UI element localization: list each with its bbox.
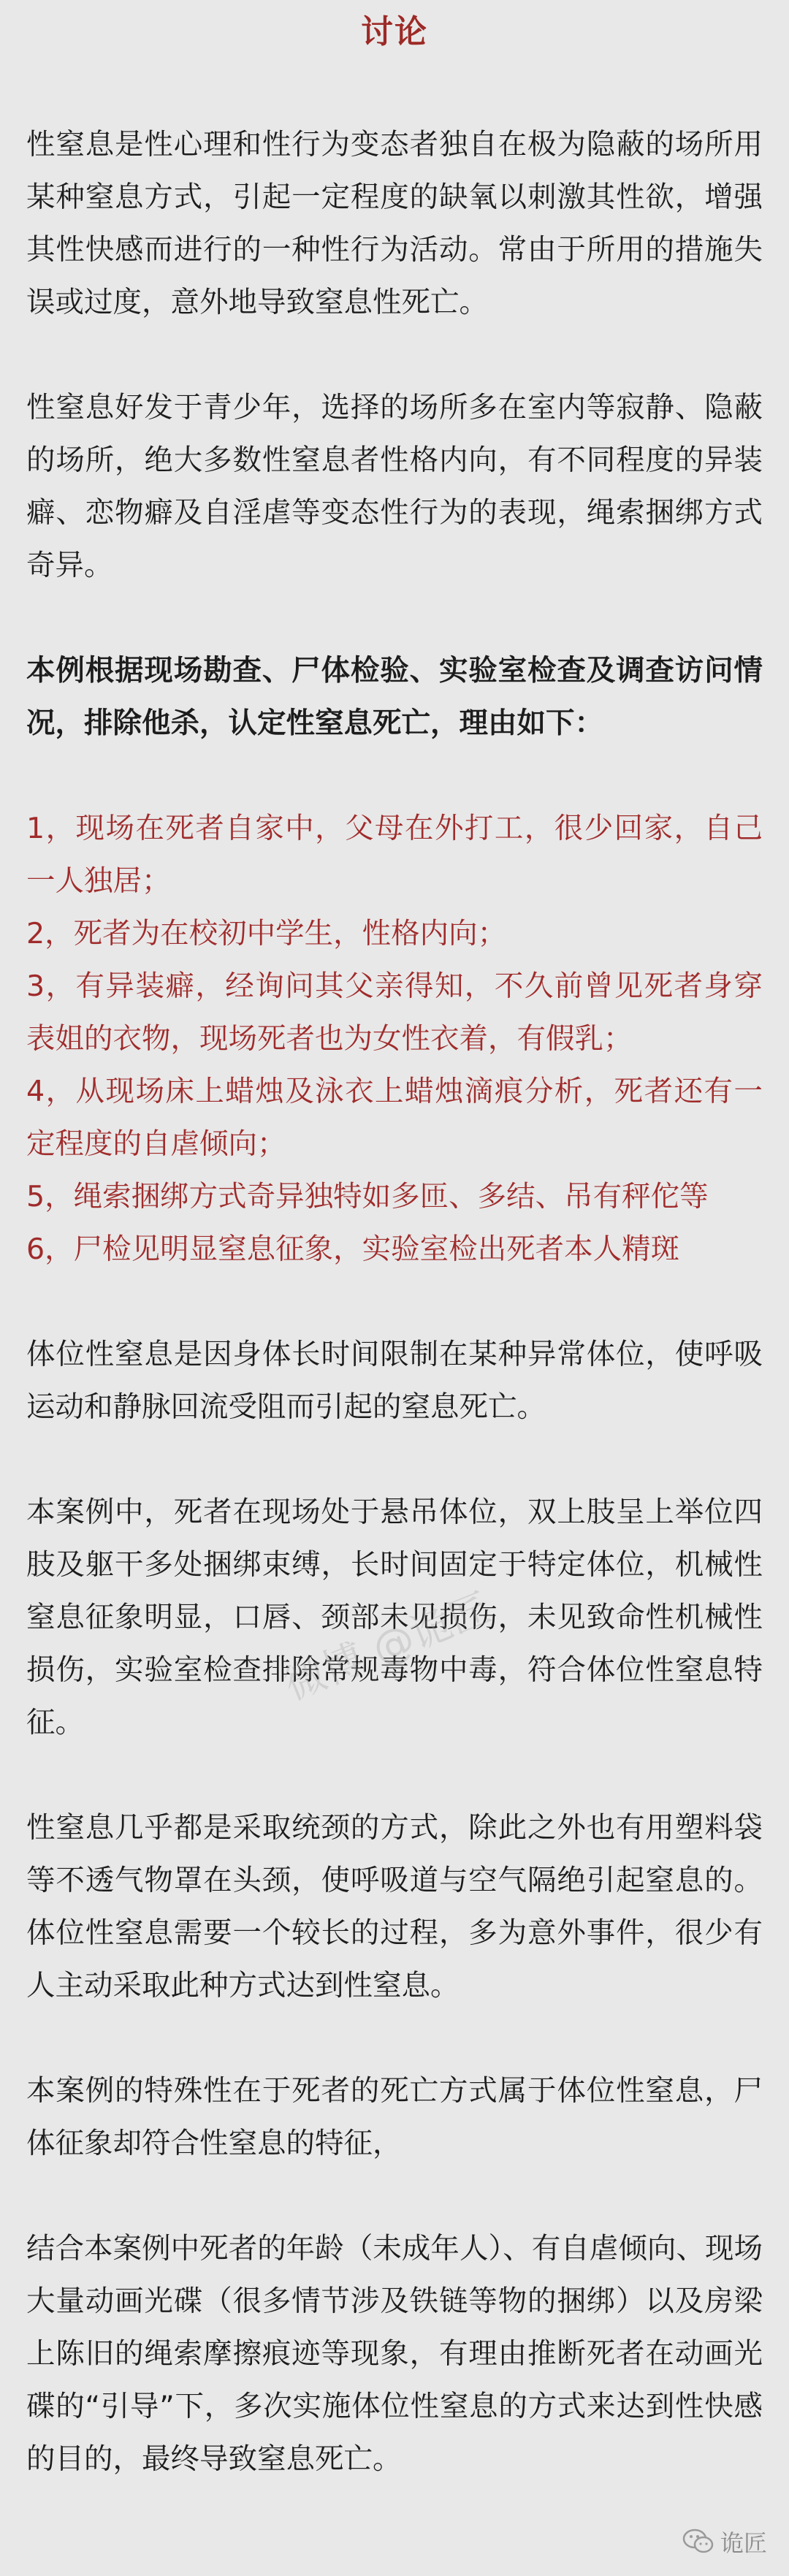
reason-item: 3，有异装癖，经询问其父亲得知，不久前曾见死者身穿表姐的衣物，现场死者也为女性衣着，有假乳； — [26, 969, 763, 1056]
reason-item: 4，从现场床上蜡烛及泳衣上蜡烛滴痕分析，死者还有一定程度的自虐倾向； — [26, 1075, 763, 1161]
paragraph-characteristics: 性窒息好发于青少年，选择的场所多在室内等寂静、隐蔽的场所，绝大多数性窒息者性格内向，有不同程度的异装癖、恋物癖及自淫虐等变态性行为的表现，绳索捆绑方式奇异。 — [26, 391, 763, 582]
paragraph-definition: 性窒息是性心理和性行为变态者独自在极为隐蔽的场所用某种窒息方式，引起一定程度的缺氧以刺激其性欲，增强其性快感而进行的一种性行为活动。常由于所用的措施失误或过度，意外地导致窒息性死亡。 — [26, 128, 763, 319]
spacer — [26, 1276, 763, 1328]
watermark: 微博 @诡匠 — [278, 1584, 498, 1710]
wechat-icon — [682, 2529, 714, 2555]
reason-item: 1，现场在死者自家中，父母在外打工，很少回家，自己一人独居； — [26, 812, 763, 898]
brand-badge — [682, 2525, 767, 2558]
reason-list — [26, 802, 763, 1276]
paragraph-case-analysis: 本案例中，死者在现场处于悬吊体位，双上肢呈上举位四肢及躯干多处捆绑束缚，长时间固定于特定体位，机械性窒息征象明显，口唇、颈部未见损伤，未见致命性机械性损伤，实验室检查排除常规毒物中毒，符合体位性窒息特征。 — [26, 1495, 763, 1739]
paragraph-special-case: 本案例的特殊性在于死者的死亡方式属于体位性窒息，尸体征象却符合性窒息的特征， — [26, 2074, 763, 2160]
reason-item: 2，死者为在校初中学生，性格内向； — [26, 917, 507, 950]
section-heading: 讨论 — [361, 13, 428, 50]
spacer — [26, 1433, 763, 1486]
spacer — [26, 750, 763, 802]
reason-item: 5，绳索捆绑方式奇异独特如多匝、多结、吊有秤佗等 — [26, 1180, 709, 1213]
brand-name: 诡匠 — [720, 2529, 767, 2557]
spacer — [26, 592, 763, 644]
paragraph-positional-asphyxia: 体位性窒息是因身体长时间限制在某种异常体位，使呼吸运动和静脉回流受阻而引起的窒息死亡。 — [26, 1338, 763, 1424]
paragraph-final-inference: 结合本案例中死者的年龄（未成年人）、有自虐倾向、现场大量动画光碟（很多情节涉及铁链等物的捆绑）以及房梁上陈旧的绳索摩擦痕迹等现象，有理由推断死者在动画光碟的“引导”下，多次实施体位性窒息的方式来达到性快感的目的，最终导致窒息死亡。 — [26, 2232, 763, 2476]
spacer — [26, 329, 763, 381]
spacer — [26, 1749, 763, 1802]
paragraph-conclusion-intro: 本例根据现场勘查、尸体检验、实验室检查及调查访问情况，排除他杀，认定性窒息死亡，理由如下： — [26, 654, 763, 740]
reason-item: 6，尸检见明显窒息征象，实验室检出死者本人精斑 — [26, 1232, 680, 1266]
spacer — [26, 2012, 763, 2065]
spacer — [26, 2170, 763, 2222]
paragraph-methods: 性窒息几乎都是采取统颈的方式，除此之外也有用塑料袋等不透气物罩在头颈，使呼吸道与空气隔绝引起窒息的。体位性窒息需要一个较长的过程，多为意外事件，很少有人主动采取此种方式达到性窒息。 — [26, 1811, 763, 2003]
